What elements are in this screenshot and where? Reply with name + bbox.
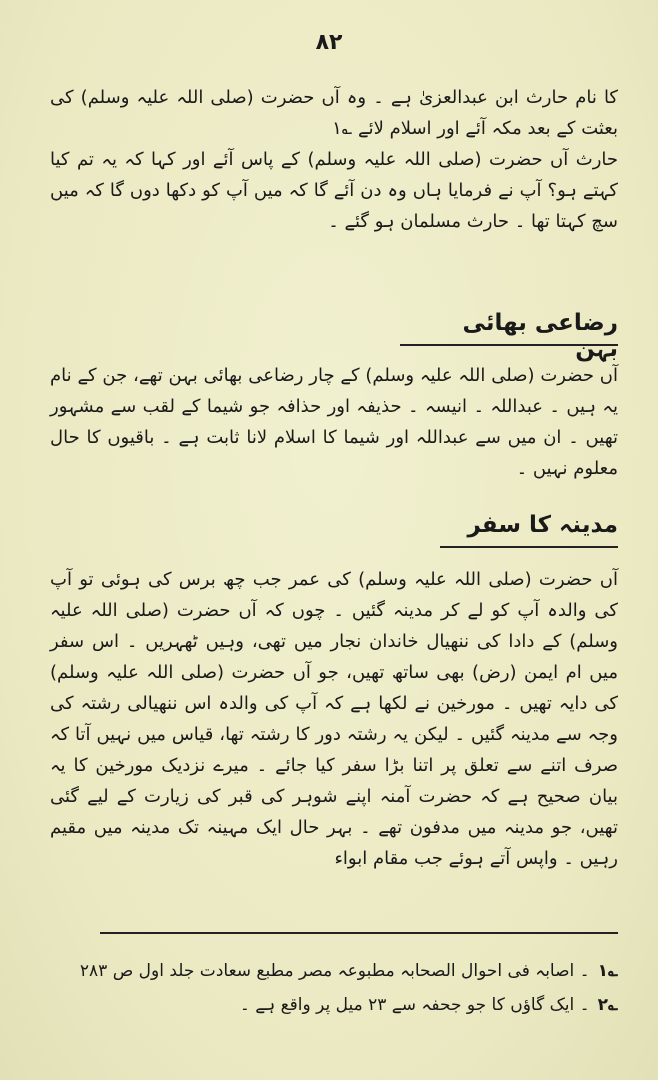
heading-underline (440, 546, 618, 548)
section-journey-body (50, 564, 618, 874)
footnote-text: ۔ ایک گاؤں کا جو جحفہ سے ۲۳ میل پر واقع ہے ۔ (239, 995, 590, 1015)
footnote-text: ۔ اصابہ فی احوال الصحابہ مطبوعہ مصر مطبع سعادت جلد اول ص ۲۸۳ (79, 961, 590, 981)
heading-underline (400, 344, 618, 346)
footnote-1 (70, 958, 618, 984)
footnote-marker: ؎۱ (597, 961, 618, 981)
section-heading-journey-to-madina: مدینہ کا سفر (467, 512, 618, 538)
footnote-marker: ؎۲ (597, 995, 618, 1015)
intro-paragraph-1: کا نام حارث ابن عبدالعزیٰ ہے ۔ وہ آں حضرت (صلی اللہ علیہ وسلم) کی بعثت کے بعد مکہ آئے اور اسلام لائے ؎۱ (50, 87, 618, 139)
section-heading-foster-siblings: رضاعی بھائی بہن (462, 310, 618, 362)
foster-siblings-paragraph: آں حضرت (صلی اللہ علیہ وسلم) کے چار رضاعی بھائی بہن تھے، جن کے نام یہ ہیں ۔ عبداللہ ۔ انیسہ ۔ حذیفہ اور حذافہ جو شیما کے لقب سے مشہور تھیں ۔ ان میں سے عبداللہ اور شیما کا اسلام لانا ثابت ہے ۔ باقیوں کا حال معلوم نہیں ۔ (50, 365, 618, 479)
section-foster-siblings-body (50, 360, 618, 484)
intro-paragraph-2: حارث آں حضرت (صلی اللہ علیہ وسلم) کے پاس آئے اور کہا کہ یہ تم کیا کہتے ہو؟ آپ نے فرمایا ہاں وہ دن آئے گا کہ میں آپ کو دکھا دوں گا کہ میں سچ کہتا تھا ۔ حارث مسلمان ہو گئے ۔ (50, 149, 618, 232)
intro-text (50, 82, 618, 237)
journey-paragraph: آں حضرت (صلی اللہ علیہ وسلم) کی عمر جب چھ برس کی ہوئی تو آپ کی والدہ آپ کو لے کر مدینہ گئیں ۔ چوں کہ آں حضرت (صلی اللہ علیہ وسلم) کے دادا کی ننھیال خاندان نجار میں تھی، وہیں ٹھہریں ۔ اس سفر میں ام ایمن (رض) بھی ساتھ تھیں، جو آں حضرت (صلی اللہ علیہ وسلم) کی دایہ تھیں ۔ مورخین نے لکھا ہے کہ آپ کی والدہ اس ننھیالی رشتہ کی وجہ سے مدینہ گئیں ۔ لیکن یہ رشتہ دور کا رشتہ تھا، قیاس میں نہیں آتا کہ صرف اتنے سے تعلق پر اتنا بڑا سفر کیا جائے ۔ میرے نزدیک مورخین کا یہ بیان صحیح ہے کہ حضرت آمنہ اپنے شوہر کی قبر کی زیارت کے لیے گئی تھیں، جو مدینہ میں مدفون تھے ۔ بہر حال ایک مہینہ تک مدینہ میں مقیم رہیں ۔ واپس آتے ہوئے جب مقام ابواء (50, 569, 618, 869)
page-number: ۸۲ (315, 30, 343, 55)
footnote-separator (100, 932, 618, 934)
footnote-2 (70, 992, 618, 1018)
